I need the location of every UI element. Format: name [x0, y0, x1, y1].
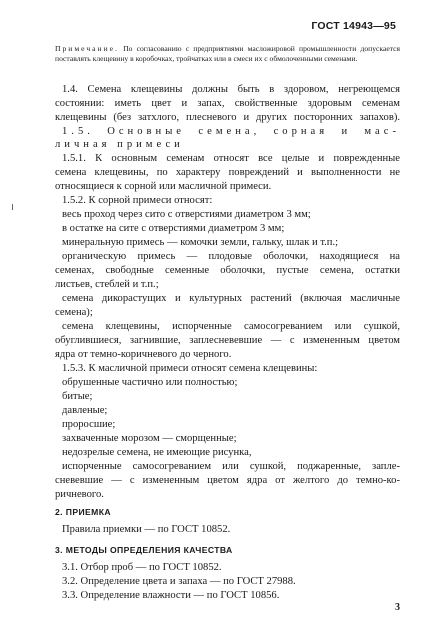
text-line: 1.5.3. К масличной примеси относят семена клещевины: — [62, 363, 318, 374]
list-item: 3.1. Отбор проб — по ГОСТ 10852. — [62, 562, 222, 573]
document-header: ГОСТ 14943—95 — [311, 20, 396, 32]
text-line: семена дикорастущих и культурных растений (включая масличные — [62, 293, 400, 304]
text-line: испорченные самосогреванием или сушкой, поджаренные, запле- — [62, 461, 400, 472]
text-line: семенах, свободные семенные оболочки, пустые семена, остатки — [55, 265, 400, 276]
text-line: недозрелые семена, не имеющие рисунка, — [62, 447, 252, 458]
text-line: 1.5.1. К основным семенам относят все целые и поврежденные — [62, 153, 400, 164]
text-line: органическую примесь — плодовые оболочки, находящиеся на — [62, 251, 400, 262]
text-line: 1.5.2. К сорной примеси относят: — [62, 195, 213, 206]
text-line: листьев, стеблей и т.п.; — [55, 279, 159, 290]
list-item: 3.3. Определение влажности — по ГОСТ 10856. — [62, 590, 280, 601]
note-text: По согласованию с предприятиями масложировой промышленности допускается поставлять клещевину в коробочках, тройчатках или в смеси их с обмолоченными семенами. — [55, 44, 400, 63]
text-line: Правила приемки — по ГОСТ 10852. — [62, 524, 231, 535]
text-line: ядра от темно-коричневого до черного. — [55, 349, 232, 360]
text-line: битые; — [62, 391, 93, 402]
list-item: 3.2. Определение цвета и запаха — по ГОСТ 27988. — [62, 576, 296, 587]
page-number: 3 — [395, 602, 400, 613]
text-line: семена клещевины, испорченные самосогреванием или сушкой, — [62, 321, 400, 332]
text-line: захваченные морозом — сморщенные; — [62, 433, 237, 444]
text-line: семена); — [55, 307, 93, 318]
text-line: минеральную примесь — комочки земли, гальку, шлак и т.п.; — [62, 237, 339, 248]
text-line: ричневого. — [55, 489, 104, 500]
text-line: весь проход через сито с отверстиями диаметром 3 мм; — [62, 209, 311, 220]
note-label: Примечание. — [55, 44, 119, 53]
text-line: давленые; — [62, 405, 108, 416]
text-line: обуглившиеся, загнившие, заплесневевшие — с измененным цветом — [55, 335, 400, 346]
text-line: 1.4. Семена клещевины должны быть в здоровом, негреющемся — [62, 84, 400, 95]
subsection-heading: личная примеси — [55, 139, 184, 150]
text-line: сневевшие — с измененным цветом ядра от желтого до темно-ко- — [55, 475, 400, 486]
text-line: проросшие; — [62, 419, 116, 430]
text-line: относящиеся к сорной или масличной примеси. — [55, 181, 272, 192]
text-line: семена клещевины, по характеру повреждений и выполненности не — [55, 167, 400, 178]
text-line: в остатке на сите с отверстиями диаметром 3 мм; — [62, 223, 285, 234]
text-line: обрушенные частично или полностью; — [62, 377, 238, 388]
section-heading: 2. ПРИЕМКА — [55, 507, 111, 517]
text-line: состоянии: иметь цвет и запах, свойственные здоровым семенам — [55, 98, 400, 109]
margin-mark — [12, 204, 13, 210]
section-heading: 3. МЕТОДЫ ОПРЕДЕЛЕНИЯ КАЧЕСТВА — [55, 545, 233, 555]
subsection-heading: 1.5. Основные семена, сорная и мас- — [62, 126, 400, 137]
note-paragraph — [55, 44, 400, 64]
text-line: клещевины (без затхлого, плесневого и других посторонних запахов). — [55, 112, 400, 123]
